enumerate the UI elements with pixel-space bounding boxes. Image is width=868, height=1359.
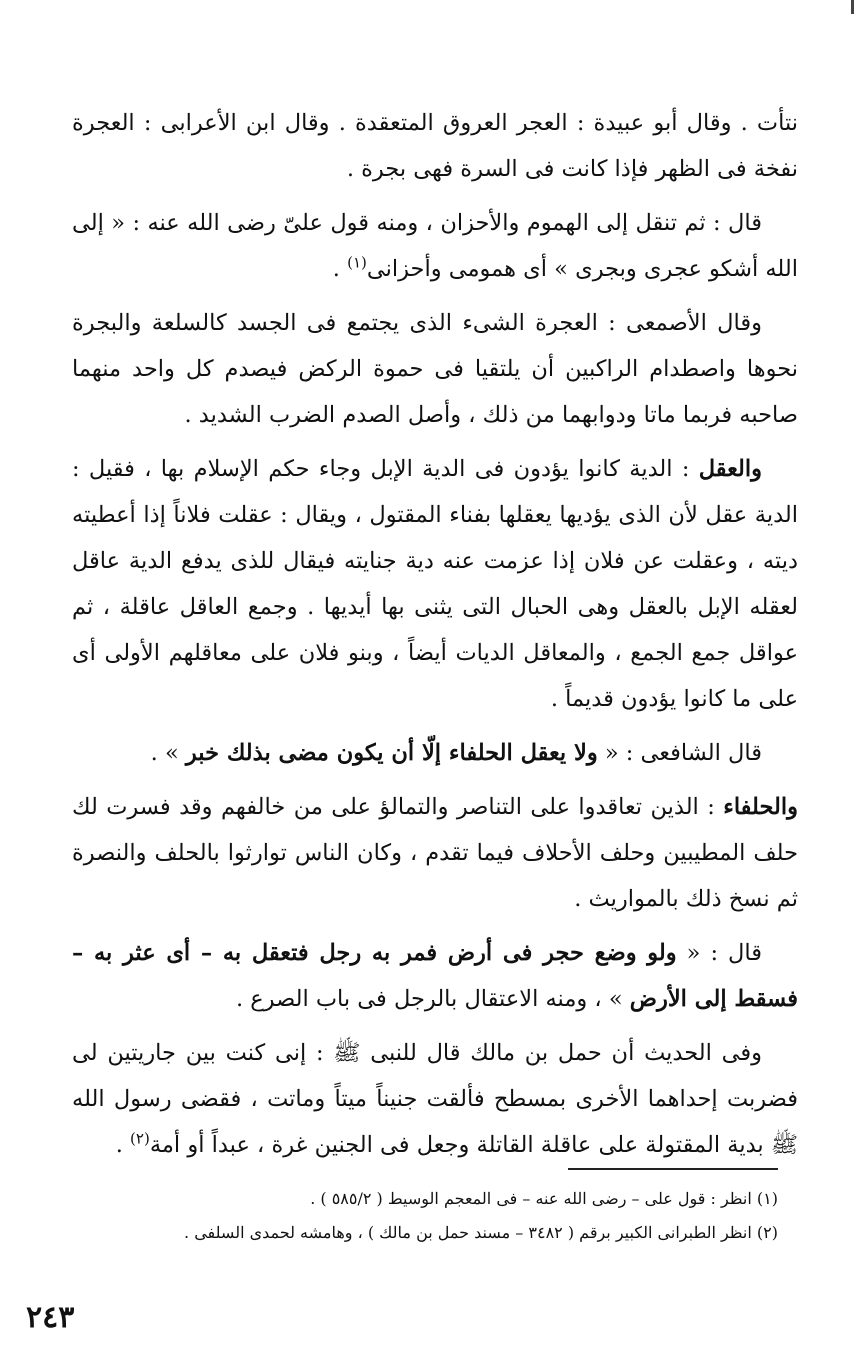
footnote-2: (٢) انظر الطبرانى الكبير برقم ( ٣٤٨٢ – مسند حمل بن مالك ) ، وهامشه لحمدى السلفى . (184, 1223, 778, 1242)
term-aql: والعقل (698, 456, 762, 482)
text-run: . (332, 256, 348, 282)
footnotes (72, 1182, 778, 1250)
paragraph-1 (72, 100, 798, 192)
footnote-1: (١) انظر : قول على – رضى الله عنه – فى المعجم الوسيط ( ٥٨٥/٢ ) . (310, 1189, 778, 1208)
text-run: وقال الأصمعى : العجرة الشىء الذى يجتمع فى الجسد كالسلعة والبجرة نحوها واصطدام الراكبين أن يلتقيا فى حموة الركض فيصدم كل واحد منهما صاحبه فربما ماتا ودوابهما من ذلك ، وأصل الصدم الضرب الشديد . (72, 310, 798, 428)
text-run: وفى الحديث أن حمل بن مالك قال للنبى ﷺ : إنى كنت بين جاريتين لى فضربت إحداهما الأخرى بمسطح فألقت جنيناً ميتاً وماتت ، فقضى رسول الله ﷺ بدية المقتولة على عاقلة القاتلة وجعل فى الجنين غرة ، عبداً أو أمة (72, 1040, 798, 1158)
paragraph-6 (72, 784, 798, 922)
scan-mark (851, 0, 854, 14)
paragraph-2 (72, 200, 798, 292)
text-run: قال : « (676, 940, 763, 966)
text-run: : الذين تعاقدوا على التناصر والتمالؤ على من خالفهم وقد فسرت لك حلف المطيبين وحلف الأحلاف فيما تقدم ، وكان الناس توارثوا بالحلف والنصرة ثم نسخ ذلك بالمواريث . (72, 794, 798, 912)
main-text (72, 100, 798, 1176)
text-run: نتأت . وقال أبو عبيدة : العجر العروق المتعقدة . وقال ابن الأعرابى : العجرة نفخة فى الظهر فإذا كانت فى السرة فهى بجرة . (72, 110, 798, 182)
quote-stone: ولو وضع حجر فى أرض فمر به رجل فتعقل به – أى عثر به – فسقط إلى الأرض (72, 940, 798, 1012)
paragraph-5 (72, 730, 798, 776)
text-run: . (115, 1132, 131, 1158)
page-number: ٢٤٣ (26, 1300, 75, 1335)
text-run: قال : ثم تنقل إلى الهموم والأحزان ، ومنه قول علىّ رضى الله عنه : « إلى الله أشكو عجرى وبجرى » أى همومى وأحزانى (72, 210, 798, 282)
footnote-separator (568, 1168, 778, 1170)
text-run: قال الشافعى : « (597, 740, 762, 766)
footnote-ref-2: (٢) (130, 1129, 150, 1148)
footnote-ref-1: (١) (347, 253, 367, 272)
text-run: : الدية كانوا يؤدون فى الدية الإبل وجاء حكم الإسلام بها ، فقيل : الدية عقل لأن الذى يؤديها يعقلها بفناء المقتول ، ويقال : عقلت فلاناً إذا أعطيته ديته ، وعقلت عن فلان إذا عزمت عنه دية جنايته فيقال للذى يدفع الدية عاقل لعقله الإبل بالعقل وهى الحبال التى يثنى بها أيديها . وجمع العاقل عاقلة ، ثم عواقل جمع الجمع ، والمعاقل الديات أيضاً ، وبنو فلان على معاقلهم الأولى أى على ما كانوا يؤدون قديماً . (72, 456, 798, 712)
text-run: » ، ومنه الاعتقال بالرجل فى باب الصرع . (235, 986, 630, 1012)
quote-shafii: ولا يعقل الحلفاء إلّا أن يكون مضى بذلك خبر (185, 740, 598, 766)
paragraph-8 (72, 1030, 798, 1168)
text-run: » . (150, 740, 186, 766)
term-hulafa: والحلفاء (723, 794, 798, 820)
paragraph-4 (72, 446, 798, 722)
paragraph-3 (72, 300, 798, 438)
paragraph-7 (72, 930, 798, 1022)
